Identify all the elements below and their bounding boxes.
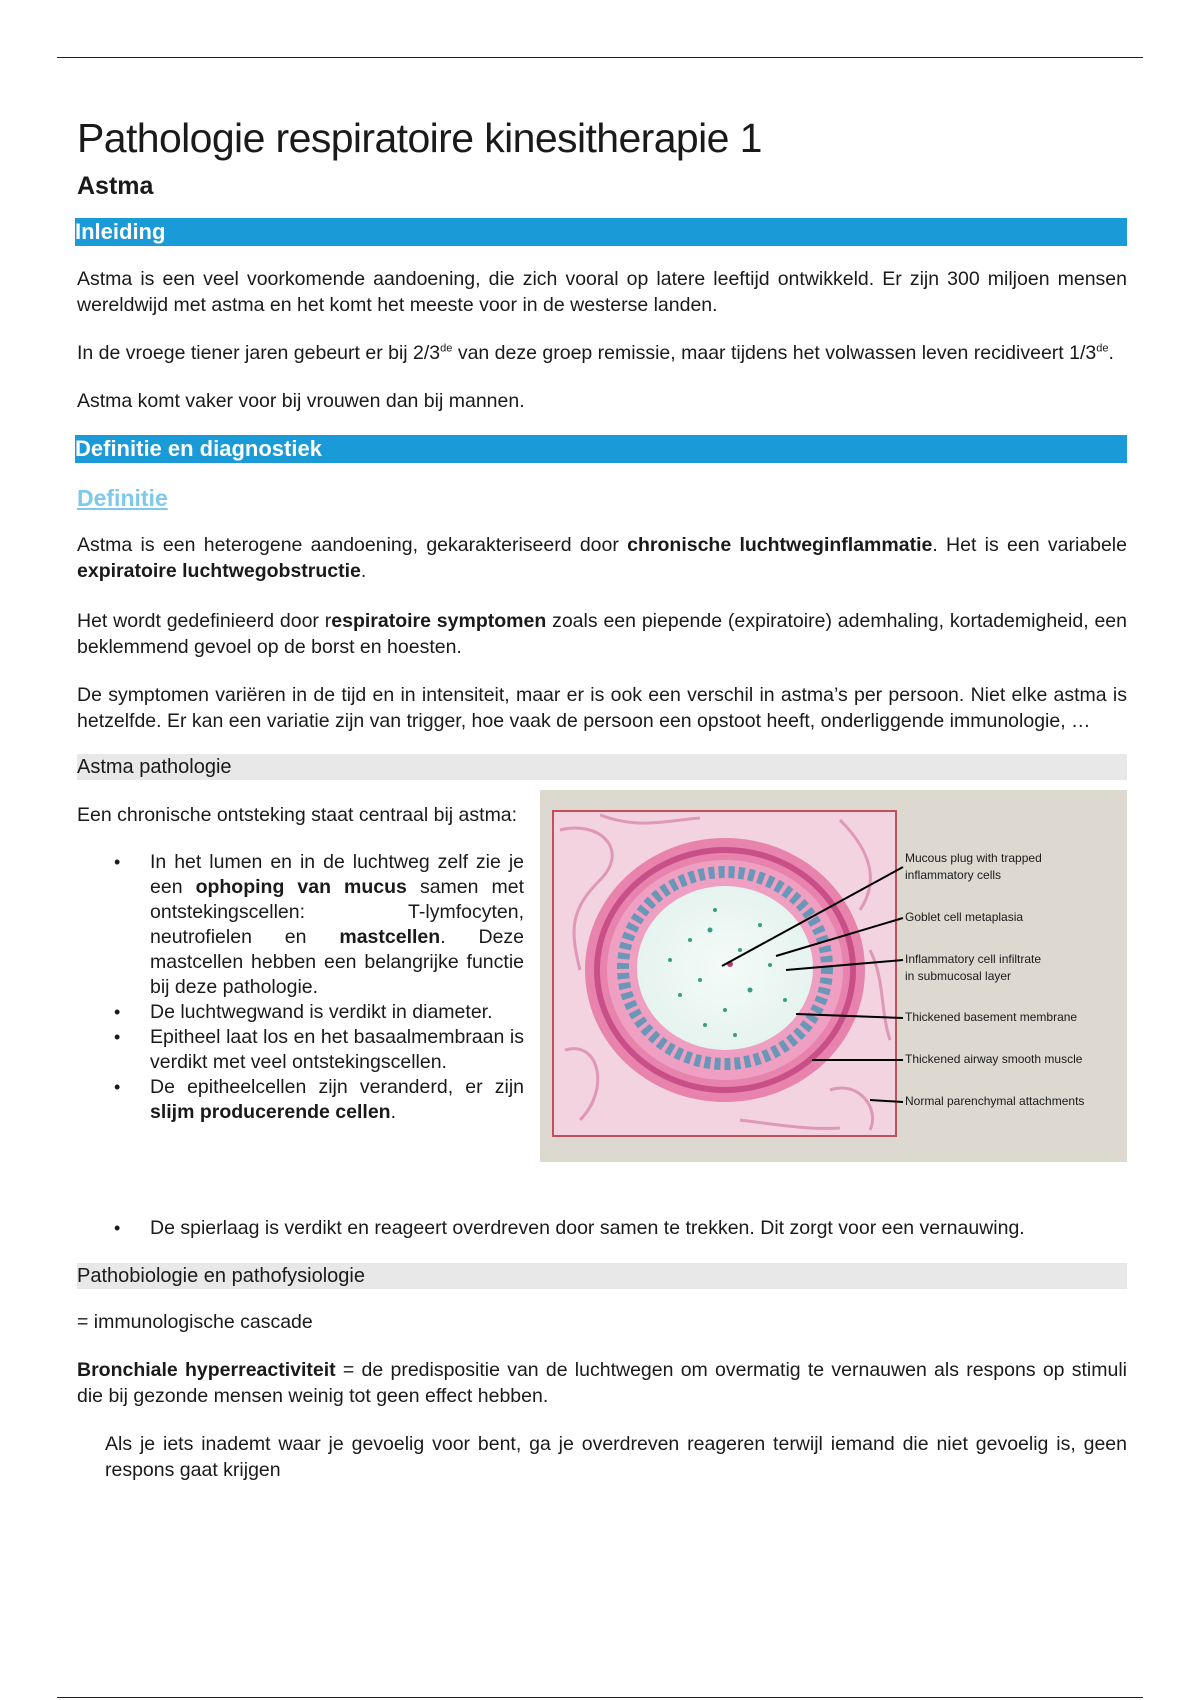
inleiding-paragraph-2: In de vroege tiener jaren gebeurt er bij 2/3de van deze groep remissie, maar tijdens het volwassen leven recidiveert 1/3de.	[77, 342, 1114, 364]
pathologie-bullet-list	[77, 850, 524, 1125]
definitie-paragraph-2: Het wordt gedefinieerd door respiratoire symptomen zoals een piepende (expiratoire) ademhaling, kortademigheid, een beklemmend gevoel op de borst en hoesten.	[77, 610, 1127, 658]
label-basement-membrane: Thickened basement membrane	[905, 1010, 1078, 1024]
inleiding-paragraph-1: Astma is een veel voorkomende aandoening, die zich vooral op latere leeftijd ontwikkeld. Er zijn 300 miljoen mensen wereldwijd met astma en het komt het meeste voor in de westerse landen.	[77, 268, 1127, 316]
airway-lumen	[637, 886, 813, 1050]
document-title: Pathologie respiratoire kinesitherapie 1	[77, 115, 762, 161]
pathobiologie-paragraph-3: Als je iets inademt waar je gevoelig voor bent, ga je overdreven reageren terwijl iemand die niet gevoelig is, geen respons gaat krijgen	[105, 1433, 1127, 1481]
list-item: • De luchtwegwand is verdikt in diameter.	[114, 1001, 493, 1023]
pathologie-intro: Een chronische ontsteking staat centraal bij astma:	[77, 804, 518, 826]
pathologie-text-column	[77, 802, 524, 1125]
bullet-icon: •	[114, 1027, 121, 1047]
label-inflammatory-infiltrate-2: in submucosal layer	[905, 969, 1012, 983]
label-mucous-plug: Mucous plug with trapped	[905, 851, 1042, 865]
document-subtitle: Astma	[77, 172, 154, 200]
definitie-paragraph-1: Astma is een heterogene aandoening, gekarakteriseerd door chronische luchtweginflammatie. Het is een variabele expiratoire luchtwegobstructie.	[77, 534, 1127, 582]
page-content	[77, 112, 1127, 1483]
pathologie-bullet-list-continued	[77, 1216, 1127, 1241]
histology-illustration	[540, 790, 1127, 1162]
definitie-paragraph-3: De symptomen variëren in de tijd en in intensiteit, maar er is ook een verschil in astma’s per persoon. Niet elke astma is hetzelfde. Er kan een variatie zijn van trigger, hoe vaak de persoon een opstoot heeft, onderliggende immunologie, …	[77, 684, 1127, 732]
section-heading-definitie-diagnostiek: Definitie en diagnostiek	[75, 435, 1127, 463]
subheading-definitie: Definitie	[77, 485, 168, 511]
bullet-icon: •	[114, 1002, 121, 1022]
label-smooth-muscle: Thickened airway smooth muscle	[905, 1052, 1083, 1066]
subsection-heading-astma-pathologie: Astma pathologie	[77, 754, 1127, 780]
section-heading-inleiding: Inleiding	[75, 218, 1127, 246]
airway-histology-figure	[540, 790, 1127, 1162]
bullet-icon: •	[114, 852, 121, 872]
label-mucous-plug-2: inflammatory cells	[905, 868, 1002, 882]
subsection-heading-pathobiologie: Pathobiologie en pathofysiologie	[77, 1263, 1127, 1289]
label-inflammatory-infiltrate: Inflammatory cell infiltrate	[905, 952, 1042, 966]
bottom-rule	[57, 1697, 1143, 1698]
bullet-icon: •	[114, 1077, 121, 1097]
label-parenchymal: Normal parenchymal attachments	[905, 1094, 1085, 1108]
pathologie-two-column	[77, 802, 1127, 1222]
list-item: • De epitheelcellen zijn veranderd, er zijn slijm producerende cellen.	[114, 1076, 524, 1123]
pathobiologie-paragraph-2: Bronchiale hyperreactiviteit = de predispositie van de luchtwegen om overmatig te vernauwen als respons op stimuli die bij gezonde mensen weinig tot geen effect hebben.	[77, 1359, 1128, 1407]
list-item: • De spierlaag is verdikt en reageert overdreven door samen te trekken. Dit zorgt voor een vernauwing.	[114, 1217, 1025, 1239]
label-goblet-cell: Goblet cell metaplasia	[905, 910, 1024, 924]
pathobiologie-paragraph-1: = immunologische cascade	[77, 1311, 313, 1333]
bullet-icon: •	[114, 1218, 121, 1238]
top-rule	[57, 57, 1143, 58]
inleiding-paragraph-3: Astma komt vaker voor bij vrouwen dan bij mannen.	[77, 390, 525, 412]
list-item: • Epitheel laat los en het basaalmembraan is verdikt met veel ontstekingscellen.	[114, 1026, 524, 1073]
list-item: • In het lumen en in de luchtweg zelf zie je een ophoping van mucus samen met ontstekingscellen: T-lymfocyten, neutrofielen en mastcellen. Deze mastcellen hebben een belangrijke functie bij deze pathologie.	[114, 851, 525, 998]
